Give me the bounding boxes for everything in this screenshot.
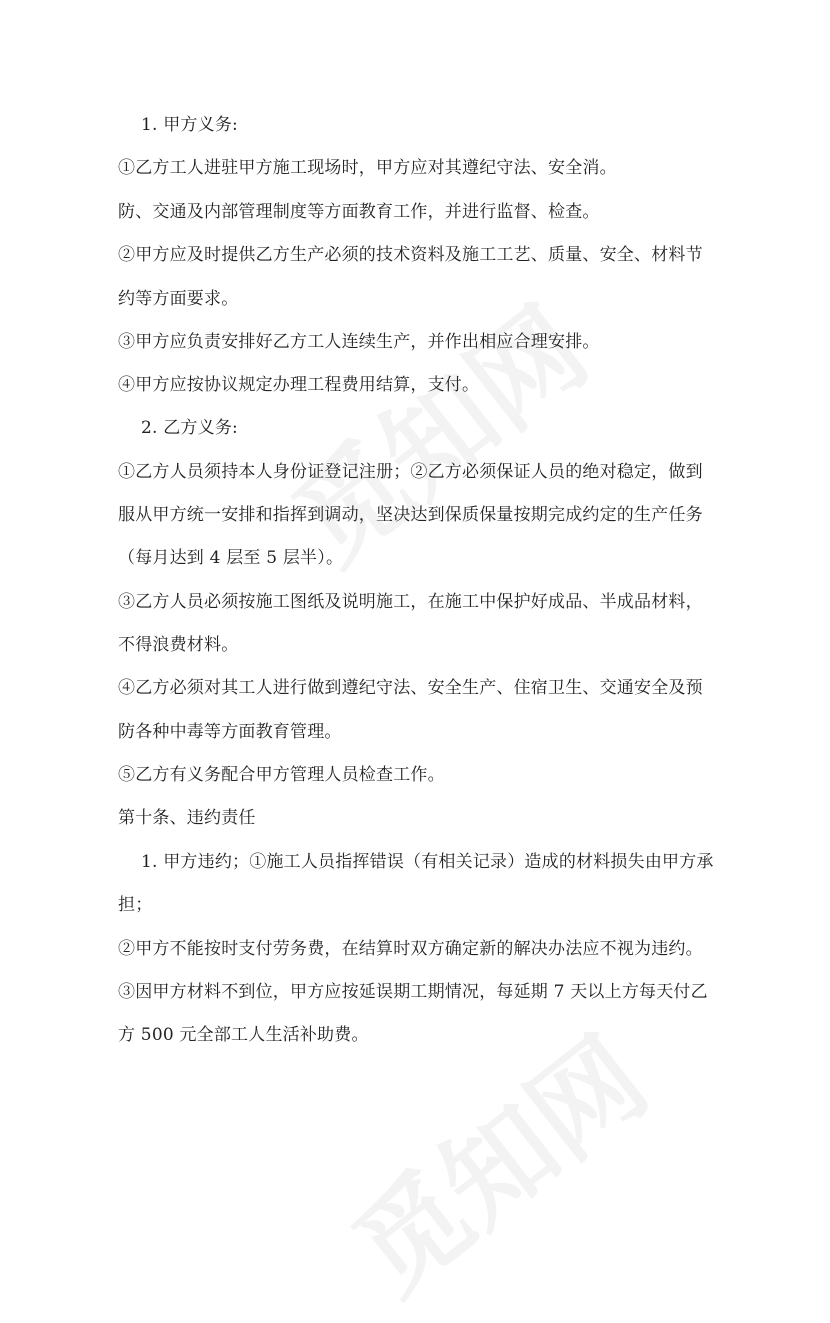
section-heading: 2. 乙方义务: <box>141 418 238 438</box>
paragraph-line: ④乙方必须对其工人进行做到遵纪守法、安全生产、住宿卫生、交通安全及预 <box>118 678 703 698</box>
paragraph-line: ②甲方应及时提供乙方生产必须的技术资料及施工工艺、质量、安全、材料节 <box>118 245 703 265</box>
paragraph-line: 担； <box>118 895 153 915</box>
paragraph-line: 服从甲方统一安排和指挥到调动，坚决达到保质保量按期完成约定的生产任务 <box>118 505 703 525</box>
paragraph-line: ④甲方应按协议规定办理工程费用结算，支付。 <box>118 375 480 395</box>
paragraph-line: ②甲方不能按时支付劳务费，在结算时双方确定新的解决办法应不视为违约。 <box>118 939 703 959</box>
watermark <box>316 995 673 1323</box>
paragraph-line: （每月达到 4 层至 5 层半）。 <box>118 548 344 568</box>
watermark <box>256 265 613 593</box>
paragraph-line: 约等方面要求。 <box>118 289 239 309</box>
paragraph-line: ③乙方人员必须按施工图纸及说明施工，在施工中保护好成品、半成品材料， <box>118 592 703 612</box>
paragraph-line: 方 500 元全部工人生活补助费。 <box>118 1025 369 1045</box>
paragraph-line: 不得浪费材料。 <box>118 635 239 655</box>
paragraph-line: ③因甲方材料不到位，甲方应按延误期工期情况，每延期 7 天以上方每天付乙 <box>118 982 708 1002</box>
article-heading: 第十条、违约责任 <box>118 808 256 828</box>
section-heading: 1. 甲方义务: <box>141 115 238 135</box>
paragraph-line: 防、交通及内部管理制度等方面教育工作，并进行监督、检查。 <box>118 202 600 222</box>
paragraph-line: 防各种中毒等方面教育管理。 <box>118 722 342 742</box>
paragraph-line: ⑤乙方有义务配合甲方管理人员检查工作。 <box>118 765 445 785</box>
paragraph-line: ①乙方人员须持本人身份证登记注册；②乙方必须保证人员的绝对稳定，做到 <box>118 462 703 482</box>
paragraph-line: ①乙方工人进驻甲方施工现场时，甲方应对其遵纪守法、安全消。 <box>118 158 617 178</box>
paragraph-line: ③甲方应负责安排好乙方工人连续生产，并作出相应合理安排。 <box>118 332 600 352</box>
paragraph-line: 1. 甲方违约；①施工人员指挥错误（有相关记录）造成的材料损失由甲方承 <box>141 852 714 872</box>
